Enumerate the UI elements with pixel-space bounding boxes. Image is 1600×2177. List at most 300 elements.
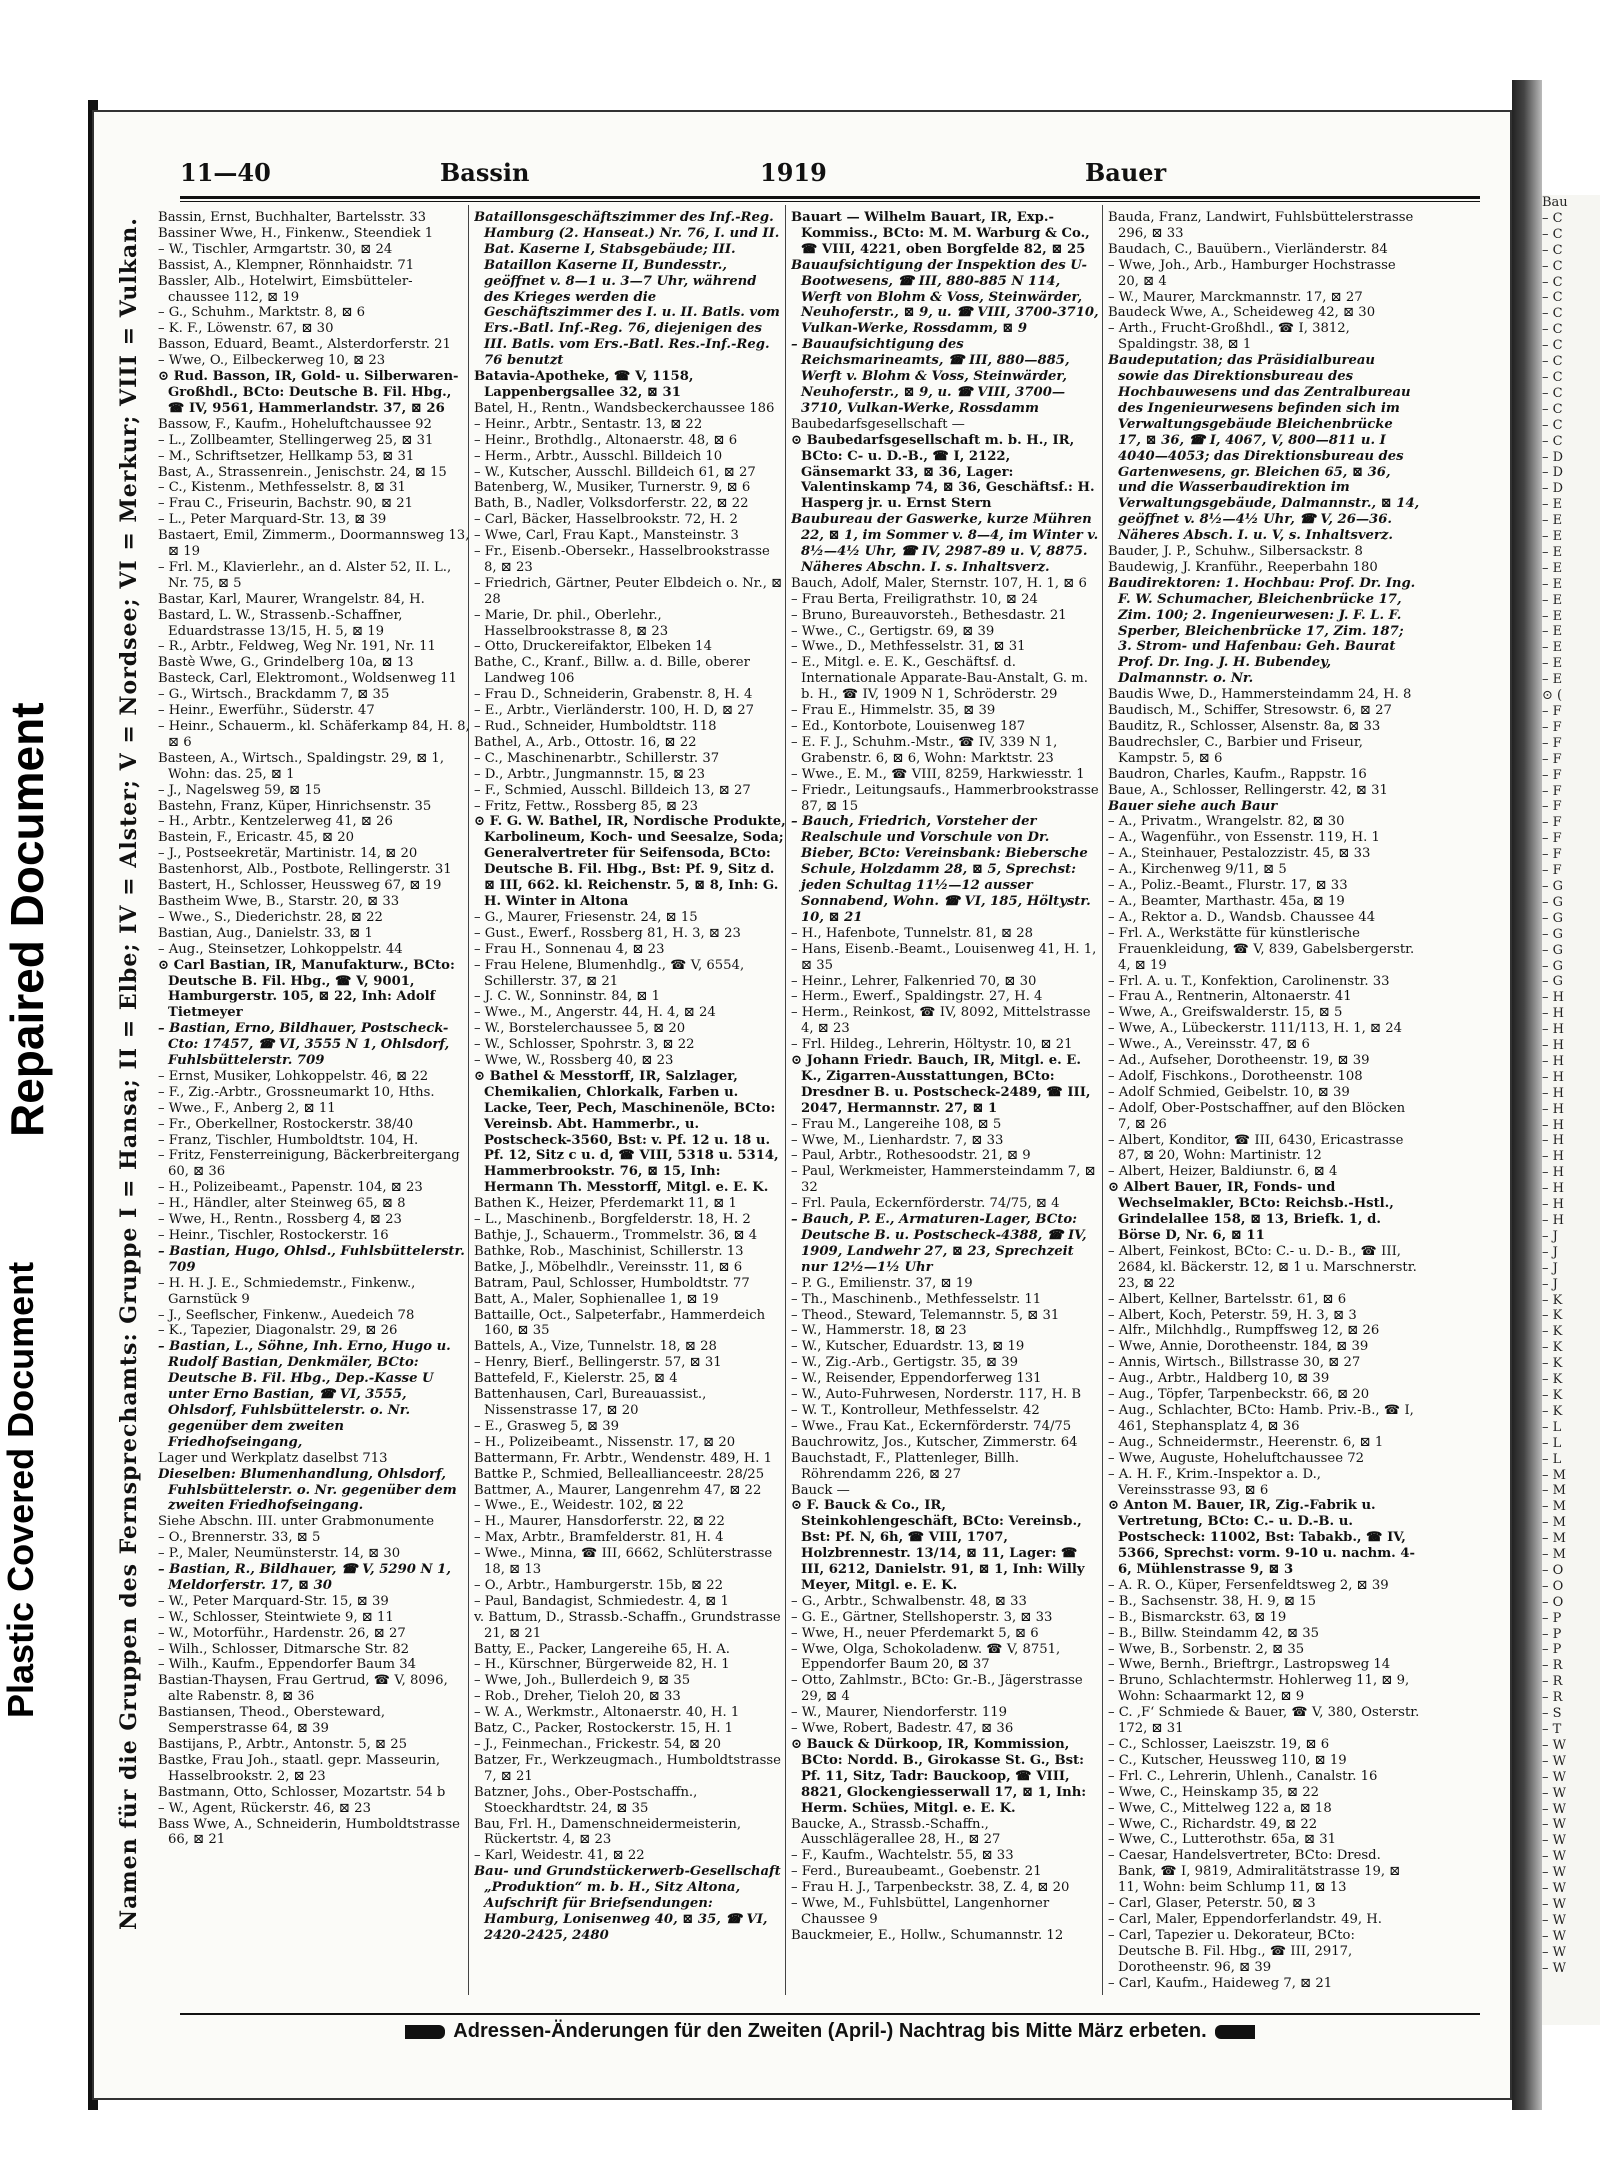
next-page-fragment: – W bbox=[1542, 1737, 1566, 1753]
directory-entry: – Wwe., E., Weidestr. 102, ⊠ 22 bbox=[474, 1498, 684, 1514]
directory-entry: – H., Hafenbote, Tunnelstr. 81, ⊠ 28 bbox=[791, 925, 1034, 941]
directory-entry: Bauchrowitz, Jos., Kutscher, Zimmerstr. 64 bbox=[791, 1434, 1078, 1450]
directory-entry: – Bruno, Bureauvorsteh., Bethesdastr. 21 bbox=[791, 607, 1067, 623]
next-page-fragment: – S bbox=[1542, 1706, 1562, 1722]
directory-entry: – Alfr., Milchhdlg., Rumpffsweg 12, ⊠ 26 bbox=[1108, 1323, 1380, 1339]
next-page-fragment: – H bbox=[1542, 1149, 1564, 1165]
directory-entry: ⊙ Johann Friedr. Bauch, IR, Mitgl. e. E. K., Zigarren-Ausstattungen, BCto: Dresdner B. u. Postscheck-2489, ☎ III, 2047, Hermannstr. 27, ⊠ 1 bbox=[791, 1053, 1091, 1116]
directory-entry: – O., Brennerstr. 33, ⊠ 5 bbox=[158, 1530, 321, 1546]
directory-entry: – Wwe, Robert, Badestr. 47, ⊠ 36 bbox=[791, 1721, 1014, 1737]
directory-entry: Bathe, C., Kranf., Billw. a. d. Bille, oberer Landweg 106 bbox=[474, 655, 750, 687]
directory-entry: Bathje, J., Schauerm., Trommelstr. 36, ⊠ 4 bbox=[474, 1228, 758, 1243]
directory-entry: Basteck, Carl, Elektromont., Woldsenweg 11 bbox=[158, 671, 457, 687]
directory-entry: – A., Privatm., Wrangelstr. 82, ⊠ 30 bbox=[1108, 814, 1345, 830]
directory-entry: – J., Seeflscher, Finkenw., Auedeich 78 bbox=[158, 1307, 415, 1323]
next-page-fragment: – C bbox=[1542, 322, 1563, 338]
next-page-fragment: – W bbox=[1542, 1928, 1566, 1944]
directory-entry: – Frau Helene, Blumenhdlg., ☎ V, 6554, Schillerstr. 37, ⊠ 21 bbox=[474, 957, 745, 989]
directory-entry: Bathen K., Heizer, Pferdemarkt 11, ⊠ 1 bbox=[474, 1196, 737, 1212]
directory-entry: – Bauaufsichtigung des Reichsmarineamts, ☎ III, 880—885, Werft v. Blohm & Voss, Steinwärder, Neuhoferstr., ⊠ 9, u. ☎ VIII, 3700—3710, Vulkan-Werke, Rossdamm bbox=[791, 337, 1070, 416]
directory-entry: – W. A., Werkmstr., Altonaerstr. 40, H. 1 bbox=[474, 1705, 740, 1721]
next-page-fragment: – C bbox=[1542, 290, 1563, 306]
directory-entry: – Ed., Kontorbote, Louisenweg 187 bbox=[791, 719, 1026, 734]
directory-entry: – G. E., Gärtner, Stellshoperstr. 3, ⊠ 33 bbox=[791, 1609, 1053, 1625]
pointing-hand-icon bbox=[1215, 2025, 1255, 2039]
directory-entry: Battefeld, F., Kielerstr. 25, ⊠ 4 bbox=[474, 1371, 678, 1387]
directory-entry: Baudach, C., Bauübern., Vierländerstr. 84 bbox=[1108, 241, 1388, 257]
next-page-fragment: – F bbox=[1542, 751, 1562, 767]
next-page-fragment: – W bbox=[1542, 1769, 1566, 1785]
next-page-fragment: – R bbox=[1542, 1690, 1563, 1706]
directory-entry: – Ad., Aufseher, Dorotheenstr. 19, ⊠ 39 bbox=[1108, 1053, 1370, 1069]
directory-entry: – Wwe., M., Angerstr. 44, H. 4, ⊠ 24 bbox=[474, 1005, 716, 1021]
next-page-fragment: – K bbox=[1542, 1340, 1563, 1356]
directory-entry: Battaille, Oct., Salpeterfabr., Hammerdeich 160, ⊠ 35 bbox=[474, 1307, 766, 1339]
directory-entry: – Bauch, Friedrich, Vorsteher der Realschule und Vorschule von Dr. Bieber, BCto: Vereinsbank: Biebersche Schule, Holzdamm 28, ⊠ 5, Sprechst: jeden Schultag 11½—12 ausser Sonnabend, Wohn. ☎ VI, 185, Höltystr. 10, ⊠ 21 bbox=[791, 814, 1091, 925]
plastic-covered-document-label: Plastic Covered Document bbox=[0, 1261, 41, 1719]
next-page-fragment: – H bbox=[1542, 1133, 1564, 1149]
next-page-fragment: – G bbox=[1542, 958, 1564, 974]
directory-entry: – Adolf, Ober-Postschaffner, auf den Blöcken 7, ⊠ 26 bbox=[1108, 1100, 1406, 1132]
next-page-fragment: – H bbox=[1542, 1022, 1564, 1038]
directory-entry: – C. ‚F‘ Schmiede & Bauer, ☎ V, 380, Osterstr. 172, ⊠ 31 bbox=[1108, 1705, 1420, 1737]
directory-entry: – Wwe, Bernh., Brieftrgr., Lastropsweg 14 bbox=[1108, 1657, 1391, 1673]
directory-entry: Bauditz, R., Schlosser, Alsenstr. 8a, ⊠ 33 bbox=[1108, 719, 1381, 734]
page-ref: 11—40 bbox=[180, 158, 271, 187]
directory-entry: – Wwe, Joh., Bullerdeich 9, ⊠ 35 bbox=[474, 1673, 691, 1689]
directory-entry: Bast, A., Strassenrein., Jenischstr. 24, ⊠ 15 bbox=[158, 464, 447, 480]
next-page-fragment: – F bbox=[1542, 815, 1562, 831]
next-page-fragment: – W bbox=[1542, 1960, 1566, 1976]
directory-entry: – Carl, Glaser, Peterstr. 50, ⊠ 3 bbox=[1108, 1896, 1316, 1912]
directory-entry: Bastmann, Otto, Schlosser, Mozartstr. 54 b bbox=[158, 1784, 446, 1800]
directory-entry: – W., Hammerstr. 18, ⊠ 23 bbox=[791, 1323, 967, 1339]
directory-entry: – Carl, Maler, Eppendorferlandstr. 49, H. bbox=[1108, 1911, 1382, 1927]
directory-entry: – Carl, Tapezier u. Dekorateur, BCto: Deutsche B. Fil. Hbg., ☎ III, 2917, Dorotheenstr. 96, ⊠ 39 bbox=[1108, 1927, 1355, 1975]
directory-entry: – Wwe, O., Eilbeckerweg 10, ⊠ 23 bbox=[158, 353, 386, 369]
directory-entry: – Wwe., A., Vereinsstr. 47, ⊠ 6 bbox=[1108, 1037, 1310, 1053]
next-page-fragment: – M bbox=[1542, 1483, 1566, 1499]
directory-entry: – Th., Maschinenb., Methfesselstr. 11 bbox=[791, 1291, 1042, 1307]
next-page-fragment: – C bbox=[1542, 354, 1563, 370]
directory-entry: – H. H. J. E., Schmiedemstr., Finkenw., Garnstück 9 bbox=[158, 1275, 416, 1307]
directory-entry: – W., Zig.-Arb., Gertigstr. 35, ⊠ 39 bbox=[791, 1355, 1019, 1371]
directory-entry: Batz, C., Packer, Rostockerstr. 15, H. 1 bbox=[474, 1721, 734, 1737]
next-page-fragment: – H bbox=[1542, 1038, 1564, 1054]
directory-entry: – Bauch, P. E., Armaturen-Lager, BCto: Deutsche B. u. Postscheck-4388, ☎ IV, 1909, Landwehr 27, ⊠ 23, Sprechzeit nur 12½—1½ Uhr bbox=[791, 1212, 1087, 1275]
directory-entry: – Albert, Koch, Peterstr. 59, H. 3, ⊠ 3 bbox=[1108, 1307, 1357, 1323]
directory-entry: – Frl. A., Werkstätte für künstlerische Frauenkleidung, ☎ V, 839, Gabelsbergerstr. 4, ⊠ 19 bbox=[1108, 925, 1415, 973]
directory-entry: Bauaufsichtigung der Inspektion des U-Bootwesens, ☎ III, 880-885 N 114, Werft von Blohm & Voss, Steinwärder, Neuhoferstr., ⊠ 9, u. ☎ VIII, 3700-3710, Vulkan-Werke, Rossdamm, ⊠ 9 bbox=[791, 257, 1099, 337]
directory-entry: – Wilh., Schlosser, Ditmarsche Str. 82 bbox=[158, 1641, 410, 1657]
directory-entry: – P. G., Emilienstr. 37, ⊠ 19 bbox=[791, 1275, 973, 1291]
directory-entry: – Adolf Schmied, Geibelstr. 10, ⊠ 39 bbox=[1108, 1084, 1350, 1100]
directory-entry: – Wwe., F., Anberg 2, ⊠ 11 bbox=[158, 1100, 336, 1116]
directory-entry: – Wilh., Kaufm., Eppendorfer Baum 34 bbox=[158, 1657, 416, 1673]
directory-entry: – Wwe, C., Richardstr. 49, ⊠ 22 bbox=[1108, 1816, 1318, 1832]
next-page-fragment: – K bbox=[1542, 1356, 1563, 1372]
next-page-fragment: – T bbox=[1542, 1722, 1562, 1737]
directory-entry: – Wwe, C., Heinskamp 35, ⊠ 22 bbox=[1108, 1784, 1319, 1800]
next-page-fragment: – R bbox=[1542, 1658, 1563, 1674]
directory-entry: – J., Nagelsweg 59, ⊠ 15 bbox=[158, 782, 322, 798]
directory-entry: – Wwe., C., Gertigstr. 69, ⊠ 39 bbox=[791, 623, 995, 639]
next-page-fragment: – W bbox=[1542, 1849, 1566, 1865]
directory-entry: Bataillonsgeschäftszimmer des Inf.-Reg. Hamburg (2. Hanseat.) Nr. 76, I. und II. Bat. Kaserne I, Stabsgebäude; III. Bataillon Kaserne II, Bundesstr., geöffnet v. 8—1 u. 3—7 Uhr, während des Krieges werden die Geschäftszimmer des I. u. II. Batls. vom Ers.-Batl. Inf.-Reg. 76, diejenigen des III. Batls. vom Ers.-Batl. Res.-Inf.-Reg. 76 benutzt bbox=[474, 210, 780, 369]
directory-entry: Bastehn, Franz, Küper, Hinrichsenstr. 35 bbox=[158, 798, 432, 814]
directory-entry: – Ernst, Musiker, Lohkoppelstr. 46, ⊠ 22 bbox=[158, 1068, 429, 1084]
directory-entry: – Henry, Bierf., Bellingerstr. 57, ⊠ 31 bbox=[474, 1355, 722, 1371]
repaired-document-label: Repaired Document bbox=[1, 702, 53, 1138]
next-page-fragment: – J bbox=[1542, 1276, 1558, 1292]
directory-entry: Lager und Werkplatz daselbst 713 bbox=[158, 1450, 388, 1466]
next-page-fragment: – C bbox=[1542, 385, 1563, 401]
directory-entry: – Wwe, A., Lübeckerstr. 111/113, H. 1, ⊠ 24 bbox=[1108, 1021, 1403, 1037]
next-page-fragment: – H bbox=[1542, 1165, 1564, 1181]
directory-entry: – Frau H., Sonnenau 4, ⊠ 23 bbox=[474, 941, 665, 957]
directory-entry: – Wwe, Auguste, Hoheluftchaussee 72 bbox=[1108, 1450, 1365, 1466]
next-page-fragment: – C bbox=[1542, 306, 1563, 322]
directory-entry: – E., Grasweg 5, ⊠ 39 bbox=[474, 1418, 619, 1434]
next-page-fragment: – D bbox=[1542, 449, 1564, 465]
directory-entry: – H., Polizeibeamt., Nissenstr. 17, ⊠ 20 bbox=[474, 1434, 736, 1450]
directory-entry: – W., Kutscher, Ausschl. Billdeich 61, ⊠ 27 bbox=[474, 464, 756, 480]
directory-entry: – W., Auto-Fuhrwesen, Norderstr. 117, H. B bbox=[791, 1387, 1082, 1403]
directory-entry: Battels, A., Vize, Tunnelstr. 18, ⊠ 28 bbox=[474, 1339, 717, 1355]
directory-entry: Bathel, A., Arb., Ottostr. 16, ⊠ 22 bbox=[474, 734, 697, 750]
directory-entry: Baudis Wwe, D., Hammersteindamm 24, H. 8 bbox=[1108, 687, 1412, 703]
directory-entry: Bastian, Aug., Danielstr. 33, ⊠ 1 bbox=[158, 925, 373, 941]
directory-entry: – Theod., Steward, Telemannstr. 5, ⊠ 31 bbox=[791, 1307, 1060, 1323]
directory-entry: – Wwe, Annie, Dorotheenstr. 184, ⊠ 39 bbox=[1108, 1339, 1369, 1355]
directory-entry: – Paul, Arbtr., Rothesoodstr. 21, ⊠ 9 bbox=[791, 1148, 1031, 1164]
next-page-fragment: – E bbox=[1542, 529, 1563, 545]
directory-entry: – Wwe, C., Mittelweg 122 a, ⊠ 18 bbox=[1108, 1800, 1332, 1816]
next-page-fragment: – C bbox=[1542, 258, 1563, 274]
directory-entry: Batzner, Johs., Ober-Postschaffn., Stoeckhardtstr. 24, ⊠ 35 bbox=[474, 1784, 698, 1816]
directory-entry: – W., Motorführ., Hardenstr. 26, ⊠ 27 bbox=[158, 1625, 406, 1641]
next-page-fragment: – C bbox=[1542, 274, 1563, 290]
next-page-fragment: – D bbox=[1542, 481, 1564, 497]
directory-entry: Batty, E., Packer, Langereihe 65, H. A. bbox=[474, 1641, 730, 1657]
directory-entry: Siehe Abschn. III. unter Grabmonumente bbox=[158, 1514, 435, 1530]
directory-entry: – E., Mitgl. e. E. K., Geschäftsf. d. Internationale Apparate-Bau-Anstalt, G. m. b. H., ☎ IV, 1909 N 1, Schröderstr. 29 bbox=[791, 655, 1088, 703]
directory-entry: Bastert, H., Schlosser, Heussweg 67, ⊠ 19 bbox=[158, 878, 442, 894]
directory-entry: – K., Tapezier, Diagonalstr. 29, ⊠ 26 bbox=[158, 1323, 398, 1339]
directory-entry: – Wwe., Frau Kat., Eckernförderstr. 74/75 bbox=[791, 1418, 1072, 1434]
next-page-fragment: – G bbox=[1542, 878, 1564, 894]
directory-entry: Bastè Wwe, G., Grindelberg 10a, ⊠ 13 bbox=[158, 655, 414, 671]
directory-entry: ⊙ Bathel & Messtorff, IR, Salzlager, Chemikalien, Chlorkalk, Farben u. Lacke, Teer, Pech, Maschinenöle, BCto: Vereinsb. Abt. Hammerbr., u. Postscheck-3560, Bst: v. Pf. 12 u. 18 u. Pf. 12, Sitz c u. d, ☎ VIII, 5318 u. 5314, Hammerbrookstr. 76, ⊠ 15, Inh: Hermann Th. Messtorff, Mitgl. e. E. K. bbox=[474, 1068, 779, 1196]
directory-entry: – Frau C., Friseurin, Bachstr. 90, ⊠ 21 bbox=[158, 496, 414, 512]
next-page-fragment: – M bbox=[1542, 1499, 1566, 1515]
directory-entry: Bauer siehe auch Baur bbox=[1108, 798, 1278, 814]
next-page-fragment: – M bbox=[1542, 1515, 1566, 1531]
next-page-fragment: – W bbox=[1542, 1896, 1566, 1912]
directory-entry: – H., Händler, alter Steinweg 65, ⊠ 8 bbox=[158, 1196, 406, 1212]
directory-entry: – G., Arbtr., Schwalbenstr. 48, ⊠ 33 bbox=[791, 1593, 1027, 1609]
next-page-fragment: – H bbox=[1542, 1053, 1564, 1069]
next-page-fragment: – H bbox=[1542, 1213, 1564, 1228]
next-page-fragment: – W bbox=[1542, 1785, 1566, 1801]
next-page-fragment: – H bbox=[1542, 1117, 1564, 1133]
directory-entry: ⊙ F. Bauck & Co., IR, Steinkohlengeschäft, BCto: Vereinsb., Bst: Pf. N, 6h, ☎ VIII, 1707, Holzbrennestr. 13/14, ⊠ 11, Lager: ☎ III, 6212, Danielstr. 91, ⊠ 1, Inh: Willy Meyer, Mitgl. e. E. K. bbox=[791, 1498, 1085, 1593]
next-page-fragment: – P bbox=[1542, 1610, 1562, 1626]
directory-entry: – G., Wirtsch., Brackdamm 7, ⊠ 35 bbox=[158, 687, 390, 703]
directory-entry: Basson, Eduard, Beamt., Alsterdorferstr. 21 bbox=[158, 337, 451, 353]
directory-entry: – Max, Arbtr., Bramfelderstr. 81, H. 4 bbox=[474, 1530, 724, 1546]
directory-entry: – F., Zig.-Arbtr., Grossneumarkt 10, Hths. bbox=[158, 1084, 435, 1100]
directory-entry: – Carl, Kaufm., Haideweg 7, ⊠ 21 bbox=[1108, 1975, 1333, 1991]
directory-entry: – Fr., Eisenb.-Obersekr., Hasselbrookstrasse 8, ⊠ 23 bbox=[474, 544, 770, 575]
directory-entry: – Marie, Dr. phil., Oberlehr., Hasselbrookstrasse 8, ⊠ 23 bbox=[474, 607, 669, 639]
directory-entry: – Wwe., S., Diederichstr. 28, ⊠ 22 bbox=[158, 909, 383, 925]
next-page-fragment: – W bbox=[1542, 1833, 1566, 1849]
next-page-fragment: – H bbox=[1542, 1069, 1564, 1085]
directory-entry: – E., Arbtr., Vierländerstr. 100, H. D, ⊠ 27 bbox=[474, 703, 754, 719]
directory-entry: – Paul, Werkmeister, Hammersteindamm 7, ⊠ 32 bbox=[791, 1164, 1096, 1196]
directory-entry: Baudewig, J. Kranführ., Reeperbahn 180 bbox=[1108, 559, 1378, 575]
directory-entry: Baue, A., Schlosser, Rellingerstr. 42, ⊠ 31 bbox=[1108, 782, 1388, 798]
directory-entry: – H., Kürschner, Bürgerweide 82, H. 1 bbox=[474, 1657, 730, 1673]
directory-entry: – W., Maurer, Niendorferstr. 119 bbox=[791, 1705, 1008, 1721]
directory-entry: – A., Rektor a. D., Wandsb. Chaussee 44 bbox=[1108, 909, 1376, 925]
directory-entry: – Wwe, M., Fuhlsbüttel, Langenhorner Chaussee 9 bbox=[791, 1896, 1050, 1927]
directory-entry: – L., Zollbeamter, Stellingerweg 25, ⊠ 31 bbox=[158, 432, 434, 448]
next-page-fragment: – H bbox=[1542, 1181, 1564, 1197]
directory-entry: Bauder, J. P., Schuhw., Silbersackstr. 8 bbox=[1108, 544, 1363, 560]
next-page-fragment: – E bbox=[1542, 624, 1563, 640]
directory-entry: – H., Polizeibeamt., Papenstr. 104, ⊠ 23 bbox=[158, 1180, 423, 1196]
directory-entry: – Fritz, Fettw., Rossberg 85, ⊠ 23 bbox=[474, 798, 698, 814]
directory-entry: – Wwe., E. M., ☎ VIII, 8259, Harkwiesstr. 1 bbox=[791, 766, 1085, 782]
directory-entry: Bastian-Thaysen, Frau Gertrud, ☎ V, 8096, alte Rabenstr. 8, ⊠ 36 bbox=[158, 1673, 448, 1705]
directory-entry: Bastijans, P., Arbtr., Antonstr. 5, ⊠ 25 bbox=[158, 1737, 408, 1752]
directory-entry: – A., Steinhauer, Pestalozzistr. 45, ⊠ 33 bbox=[1108, 846, 1371, 862]
directory-column-2 bbox=[474, 210, 786, 2000]
directory-entry: ⊙ Anton M. Bauer, IR, Zig.-Fabrik u. Vertretung, BCto: C.- u. D.-B. u. Postscheck: 11002, Bst: Tabakb., ☎ IV, 5366, Sprechst: vorm. 9-10 u. nachm. 4-6, Mühlenstrasse 9, ⊠ 3 bbox=[1108, 1498, 1416, 1578]
directory-entry: – Ferd., Bureaubeamt., Goebenstr. 21 bbox=[791, 1864, 1042, 1880]
directory-entry: – Frl. C., Lehrerin, Uhlenh., Canalstr. 16 bbox=[1108, 1768, 1378, 1784]
next-page-fragment: – H bbox=[1542, 1101, 1564, 1117]
next-page-fragment: – G bbox=[1542, 974, 1564, 990]
directory-entry: – Fr., Oberkellner, Rostockerstr. 38/40 bbox=[158, 1116, 414, 1132]
directory-entry: – Frau Berta, Freiligrathstr. 10, ⊠ 24 bbox=[791, 591, 1038, 607]
next-page-fragment: – W bbox=[1542, 1881, 1566, 1897]
directory-entry: – C., Schlosser, Laeiszstr. 19, ⊠ 6 bbox=[1108, 1737, 1330, 1752]
directory-entry: Bassiner Wwe, H., Finkenw., Steendiek 1 bbox=[158, 225, 434, 241]
directory-entry: – O., Arbtr., Hamburgerstr. 15b, ⊠ 22 bbox=[474, 1577, 723, 1593]
directory-entry: Bassow, F., Kaufm., Hoheluftchaussee 92 bbox=[158, 416, 432, 432]
directory-entry: – Albert, Heizer, Baldiunstr. 6, ⊠ 4 bbox=[1108, 1164, 1338, 1180]
next-page-fragment: – K bbox=[1542, 1387, 1563, 1403]
directory-entry: Bathke, Rob., Maschinist, Schillerstr. 13 bbox=[474, 1243, 744, 1259]
directory-entry: Bau, Frl. H., Damenschneidermeisterin, Rückertstr. 4, ⊠ 23 bbox=[474, 1816, 742, 1848]
directory-entry: – Wwe, C., Lutterothstr. 65a, ⊠ 31 bbox=[1108, 1832, 1337, 1848]
directory-entry: Bastke, Frau Joh., staatl. gepr. Masseurin, Hasselbrookstr. 2, ⊠ 23 bbox=[158, 1752, 441, 1784]
directory-column-1 bbox=[158, 210, 470, 2000]
directory-entry: – J., Postseekretär, Martinistr. 14, ⊠ 20 bbox=[158, 846, 418, 862]
directory-entry: Baudrechsler, C., Barbier und Friseur, Kampstr. 5, ⊠ 6 bbox=[1108, 734, 1363, 766]
directory-entry: – L., Maschinenb., Borgfelderstr. 18, H. 2 bbox=[474, 1212, 751, 1228]
directory-entry: Bassist, A., Klempner, Rönnhaidstr. 71 bbox=[158, 257, 415, 273]
directory-entry: – K. F., Löwenstr. 67, ⊠ 30 bbox=[158, 321, 334, 337]
directory-entry: – Frau A., Rentnerin, Altonaerstr. 41 bbox=[1108, 989, 1352, 1005]
directory-entry: – Otto, Zahlmstr., BCto: Gr.-B., Jägerstrasse 29, ⊠ 4 bbox=[791, 1673, 1083, 1705]
directory-entry: Batt, A., Maler, Sophienallee 1, ⊠ 19 bbox=[474, 1291, 719, 1307]
directory-entry: – W., Tischler, Armgartstr. 30, ⊠ 24 bbox=[158, 241, 393, 257]
directory-entry: Bassin, Ernst, Buchhalter, Bartelsstr. 33 bbox=[158, 210, 427, 225]
directory-entry: Batel, H., Rentn., Wandsbeckerchaussee 186 bbox=[474, 400, 775, 416]
directory-entry: – Wwe, Carl, Frau Kapt., Mansteinstr. 3 bbox=[474, 528, 739, 544]
directory-entry: – F., Schmied, Ausschl. Billdeich 13, ⊠ 27 bbox=[474, 782, 751, 798]
directory-entry: – D., Arbtr., Jungmannstr. 15, ⊠ 23 bbox=[474, 766, 706, 782]
next-page-fragment: – G bbox=[1542, 942, 1564, 958]
directory-entry: – Bastian, L., Söhne, Inh. Erno, Hugo u. Rudolf Bastian, Denkmäler, BCto: Deutsche B. Fil. Hbg., Dep.-Kasse U unter Erno Bastian, ☎ VI, 3555, Ohlsdorf, Fuhlsbüttelerstr. o. Nr. gegenüber dem zweiten Friedhofseingang, bbox=[158, 1339, 451, 1450]
header-left-word: Bassin bbox=[440, 158, 530, 187]
next-page-fragment: – J bbox=[1542, 1244, 1558, 1260]
directory-entry: – Herm., Ewerf., Spaldingstr. 27, H. 4 bbox=[791, 989, 1043, 1005]
directory-entry: – Franz, Tischler, Humboldtstr. 104, H. bbox=[158, 1132, 419, 1148]
directory-entry: Batke, J., Möbelhdlr., Vereinsstr. 11, ⊠ 6 bbox=[474, 1259, 743, 1275]
directory-entry: – Hans, Eisenb.-Beamt., Louisenweg 41, H. 1, ⊠ 35 bbox=[791, 941, 1097, 973]
directory-entry: – H., Arbtr., Kentzelerweg 41, ⊠ 26 bbox=[158, 814, 393, 830]
next-page-fragment: – E bbox=[1542, 576, 1563, 592]
next-page-fragment: – K bbox=[1542, 1308, 1563, 1324]
next-page-fragment: – W bbox=[1542, 1865, 1566, 1881]
header-year: 1919 bbox=[760, 158, 827, 187]
directory-entry: – W. T., Kontrolleur, Methfesselstr. 42 bbox=[791, 1402, 1040, 1418]
next-page-fragment: – O bbox=[1542, 1562, 1564, 1578]
directory-entry: – Wwe, B., Sorbenstr. 2, ⊠ 35 bbox=[1108, 1641, 1305, 1657]
next-page-fragment: – E bbox=[1542, 640, 1563, 656]
next-page-fragment: – L bbox=[1542, 1419, 1562, 1435]
next-page-fragment: – L bbox=[1542, 1451, 1562, 1467]
directory-entry: – Caesar, Handelsvertreter, BCto: Dresd. Bank, ☎ I, 9819, Admiralitätstrasse 19, ⊠ 11, Wohn: beim Schlump 11, ⊠ 13 bbox=[1108, 1848, 1401, 1896]
next-page-fragment: – O bbox=[1542, 1578, 1564, 1594]
directory-entry: – Frl. A. u. T., Konfektion, Carolinenstr. 33 bbox=[1108, 973, 1390, 989]
next-page-fragment: ⊙ ( bbox=[1542, 688, 1563, 704]
footer-rule bbox=[180, 2013, 1480, 2015]
directory-entry: – A. R. O., Küper, Fersenfeldtsweg 2, ⊠ 39 bbox=[1108, 1577, 1389, 1593]
directory-entry: – Herm., Arbtr., Ausschl. Billdeich 10 bbox=[474, 448, 723, 464]
next-page-fragment: – D bbox=[1542, 465, 1564, 481]
directory-entry: – Aug., Töpfer, Tarpenbeckstr. 66, ⊠ 20 bbox=[1108, 1387, 1370, 1403]
directory-entry: – Frl. Paula, Eckernförderstr. 74/75, ⊠ 4 bbox=[791, 1196, 1060, 1212]
directory-entry: – W., Reisender, Eppendorferweg 131 bbox=[791, 1371, 1042, 1387]
directory-entry: – Arth., Frucht-Großhdl., ☎ I, 3812, Spaldingstr. 38, ⊠ 1 bbox=[1108, 321, 1350, 353]
directory-entry: Bauch, Adolf, Maler, Sternstr. 107, H. 1, ⊠ 6 bbox=[791, 575, 1087, 591]
directory-entry: Bath, B., Nadler, Volksdorferstr. 22, ⊠ 22 bbox=[474, 496, 749, 512]
directory-entry: – W., Kutscher, Eduardstr. 13, ⊠ 19 bbox=[791, 1339, 1025, 1355]
next-page-fragment: – J bbox=[1542, 1228, 1558, 1244]
directory-entry: – Bastian, Hugo, Ohlsd., Fuhlsbüttelerstr. 709 bbox=[158, 1243, 465, 1275]
directory-entry: Baubedarfsgesellschaft — bbox=[791, 416, 965, 432]
page-header bbox=[180, 158, 1480, 198]
directory-entry: – Frau M., Langereihe 108, ⊠ 5 bbox=[791, 1116, 1002, 1132]
directory-entry: – C., Kutscher, Heussweg 110, ⊠ 19 bbox=[1108, 1752, 1347, 1768]
directory-entry: Battmer, A., Maurer, Langenrehm 47, ⊠ 22 bbox=[474, 1482, 762, 1498]
directory-entry: – Aug., Steinsetzer, Lohkoppelstr. 44 bbox=[158, 941, 403, 957]
directory-entry: Dieselben: Blumenhandlung, Ohlsdorf, Fuhlsbüttelerstr. o. Nr. gegenüber dem zweiten Friedhofseingang. bbox=[158, 1466, 457, 1514]
header-rule-thin bbox=[180, 201, 1480, 202]
directory-entry: Bastiansen, Theod., Obersteward, Semperstrasse 64, ⊠ 39 bbox=[158, 1705, 386, 1737]
directory-entry: – M., Schriftsetzer, Hellkamp 53, ⊠ 31 bbox=[158, 448, 415, 464]
directory-entry: – F., Kaufm., Wachtelstr. 55, ⊠ 33 bbox=[791, 1848, 1014, 1864]
next-page-fragment: – C bbox=[1542, 338, 1563, 354]
next-page-strip bbox=[1542, 195, 1600, 2025]
directory-entry: ⊙ Bauck & Dürkoop, IR, Kommission, BCto: Nordd. B., Girokasse St. G., Bst: Pf. 11, Sitz, Tadr: Bauckoop, ☎ VIII, 8821, Glockengiesserwall 17, ⊠ 1, Inh: Herm. Schües, Mitgl. e. E. K. bbox=[791, 1737, 1087, 1816]
next-page-fragment: – H bbox=[1542, 1085, 1564, 1101]
directory-entry: – E. F. J., Schuhm.-Mstr., ☎ IV, 339 N 1, Grabenstr. 6, ⊠ 6, Wohn: Marktstr. 23 bbox=[791, 734, 1058, 766]
next-page-fragment: – C bbox=[1542, 226, 1563, 242]
directory-entry: – Carl, Bäcker, Hasselbrookstr. 72, H. 2 bbox=[474, 512, 738, 528]
directory-entry: – Gust., Ewerf., Rossberg 81, H. 3, ⊠ 23 bbox=[474, 925, 741, 941]
next-page-fragment: – W bbox=[1542, 1801, 1566, 1817]
directory-entry: – Bastian, Erno, Bildhauer, Postscheck-Cto: 17457, ☎ VI, 3555 N 1, Ohlsdorf, Fuhlsbüttelerstr. 709 bbox=[158, 1021, 450, 1069]
directory-entry: – G., Maurer, Friesenstr. 24, ⊠ 15 bbox=[474, 909, 698, 925]
next-page-fragment: – M bbox=[1542, 1467, 1566, 1483]
directory-entry: Bassler, Alb., Hotelwirt, Eimsbütteler-chaussee 112, ⊠ 19 bbox=[158, 273, 413, 305]
directory-entry: – Karl, Weidestr. 41, ⊠ 22 bbox=[474, 1848, 645, 1864]
directory-entry: – Frau E., Himmelstr. 35, ⊠ 39 bbox=[791, 703, 996, 719]
directory-entry: – C., Kistenm., Methfesselstr. 8, ⊠ 31 bbox=[158, 480, 406, 496]
next-page-fragment: – E bbox=[1542, 544, 1563, 560]
next-page-fragment: – C bbox=[1542, 417, 1563, 433]
directory-entry: Baudron, Charles, Kaufm., Rappstr. 16 bbox=[1108, 766, 1367, 782]
directory-entry: – Frl. Hildeg., Lehrerin, Höltystr. 10, ⊠ 21 bbox=[791, 1037, 1073, 1053]
next-page-fragment: – M bbox=[1542, 1547, 1566, 1563]
directory-entry: – Otto, Druckereifaktor, Elbeken 14 bbox=[474, 639, 712, 655]
directory-entry: Bass Wwe, A., Schneiderin, Humboldtstrasse 66, ⊠ 21 bbox=[158, 1816, 460, 1848]
directory-entry: Bastenhorst, Alb., Postbote, Rellingerstr. 31 bbox=[158, 862, 452, 878]
directory-entry: – Heinr., Lehrer, Falkenried 70, ⊠ 30 bbox=[791, 973, 1037, 989]
next-page-fragment: – E bbox=[1542, 608, 1563, 624]
directory-entry: – Wwe., D., Methfesselstr. 31, ⊠ 31 bbox=[791, 639, 1026, 655]
header-rule bbox=[180, 196, 1480, 199]
next-page-fragment: – W bbox=[1542, 1817, 1566, 1833]
next-page-fragment: – K bbox=[1542, 1324, 1563, 1340]
pointing-hand-icon bbox=[405, 2025, 445, 2039]
directory-entry: – B., Billw. Steindamm 42, ⊠ 35 bbox=[1108, 1625, 1320, 1641]
next-page-fragment: – F bbox=[1542, 863, 1562, 879]
next-page-fragment: – E bbox=[1542, 672, 1563, 688]
directory-entry: Bau- und Grundstückerwerb-Gesellschaft „Produktion“ m. b. H., Sitz Altona, Aufschrift für Briefsendungen: Hamburg, Lonisenweg 40, ⊠ 35, ☎ VI, 2420-2425, 2480 bbox=[474, 1864, 781, 1943]
directory-entry: Bastein, F., Ericastr. 45, ⊠ 20 bbox=[158, 830, 355, 846]
next-page-fragment: – W bbox=[1542, 1944, 1566, 1960]
footer-notice bbox=[180, 2020, 1480, 2043]
directory-entry: Bauck — bbox=[791, 1482, 850, 1498]
next-page-fragment: – F bbox=[1542, 735, 1562, 751]
directory-entry: Baudirektoren: 1. Hochbau: Prof. Dr. Ing. F. W. Schumacher, Bleichenbrücke 17, Zim. 100; 2. Ingenieurwesen: J. F. L. F. Sperber, Bleichenbrücke 17, Zim. 187; 3. Strom- und Hafenbau: Geh. Baurat Prof. Dr. Ing. J. H. Bubendey, Dalmannstr. o. Nr. bbox=[1108, 575, 1416, 687]
next-page-fragment: – C bbox=[1542, 401, 1563, 417]
directory-entry: Bastheim Wwe, B., Starstr. 20, ⊠ 33 bbox=[158, 893, 400, 909]
next-page-fragment: – F bbox=[1542, 704, 1562, 719]
directory-entry: – Albert, Kellner, Bartelsstr. 61, ⊠ 6 bbox=[1108, 1291, 1347, 1307]
directory-entry: – Annis, Wirtsch., Billstrasse 30, ⊠ 27 bbox=[1108, 1355, 1361, 1371]
directory-entry: Bastaert, Emil, Zimmerm., Doormannsweg 13, ⊠ 19 bbox=[158, 528, 470, 560]
directory-entry: – Wwe, Joh., Arb., Hamburger Hochstrasse 20, ⊠ 4 bbox=[1108, 257, 1396, 289]
directory-entry: Baucke, A., Strassb.-Schaffn., Ausschlägerallee 28, H., ⊠ 27 bbox=[791, 1816, 1001, 1848]
next-page-fragment: – R bbox=[1542, 1674, 1563, 1690]
directory-entry: – Herm., Reinkost, ☎ IV, 8092, Mittelstrasse 4, ⊠ 23 bbox=[791, 1005, 1091, 1037]
next-page-fragment: – G bbox=[1542, 926, 1564, 942]
directory-entry: – G., Schuhm., Marktstr. 8, ⊠ 6 bbox=[158, 305, 366, 321]
footer-text: Adressen-Änderungen für den Zweiten (April-) Nachtrag bis Mitte März erbeten. bbox=[453, 2020, 1207, 2042]
next-page-fragment: – K bbox=[1542, 1292, 1563, 1308]
directory-entry: ⊙ F. G. W. Bathel, IR, Nordische Produkte, Karbolineum, Koch- und Seesalze, Soda; Generalvertreter für Seifensoda, BCto: Deutsche B. Fil. Hbg., Bst: Pf. 9, Sitz d. ⊠ III, 662. kl. Reichenstr. 5, ⊠ 8, Inh: G. H. Winter in Altona bbox=[474, 814, 786, 909]
page-edge-right bbox=[1512, 80, 1542, 2110]
